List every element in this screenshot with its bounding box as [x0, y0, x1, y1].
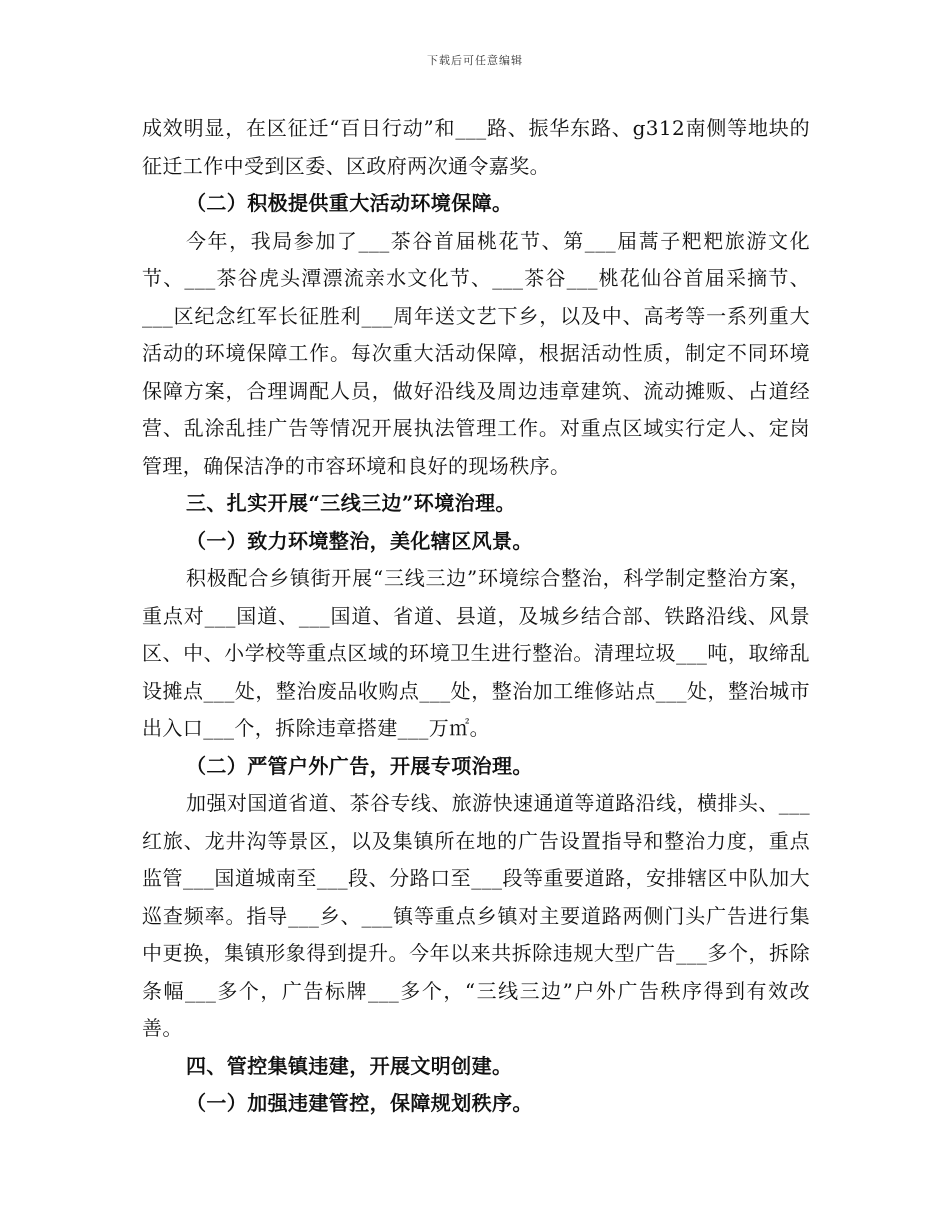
paragraph-event-support: 今年，我局参加了___茶谷首届桃花节、第___届蒿子粑粑旅游文化节、___茶谷虎头潭漂流亲水文化节、___茶谷___桃花仙谷首届采摘节、___区纪念红军长征胜利___周年送文艺下乡，以及中、高考等一系列重大活动的环境保障工作。每次重大活动保障，根据活动性质，制定不同环境保障方案，合理调配人员，做好沿线及周边违章建筑、流动摊贩、占道经营、乱涂乱挂广告等情况开展执法管理工作。对重点区域实行定人、定岗管理，确保洁净的市容环境和良好的现场秩序。 — [142, 228, 810, 478]
document-body — [142, 110, 810, 1123]
section-heading-4-1: （一）加强违建管控，保障规划秩序。 — [186, 1091, 533, 1115]
paragraph-environment-rectification: 积极配合乡镇街开展“三线三边”环境综合整治，科学制定整治方案，重点对___国道、___国道、省道、县道，及城乡结合部、铁路沿线、风景区、中、小学校等重点区域的环境卫生进行整治。清理垃圾___吨，取缔乱设摊点___处，整治废品收购点___处，整治加工维修站点___处，整治城市出入口___个，拆除违章搭建___万㎡。 — [142, 566, 810, 740]
section-heading-2-2: （二）积极提供重大活动环境保障。 — [186, 191, 513, 215]
section-heading-3: 三、扎实开展“三线三边”环境治理。 — [186, 491, 516, 515]
section-heading-3-1: （一）致力环境整治，美化辖区风景。 — [186, 528, 533, 553]
page-header: 下载后可任意编辑 — [427, 54, 523, 67]
paragraph-continued: 成效明显，在区征迁“百日行动”和___路、振华东路、g312南侧等地块的征迁工作中受到区委、区政府两次通令嘉奖。 — [142, 116, 810, 178]
section-heading-4: 四、管控集镇违建，开展文明创建。 — [186, 1053, 513, 1078]
section-heading-3-2: （二）严管户外广告，开展专项治理。 — [186, 753, 533, 778]
paragraph-outdoor-ads: 加强对国道省道、茶谷专线、旅游快速通道等道路沿线，横排头、___红旅、龙井沟等景区，以及集镇所在地的广告设置指导和整治力度，重点监管___国道城南至___段、分路口至___段等重要道路，安排辖区中队加大巡查频率。指导___乡、___镇等重点乡镇对主要道路两侧门头广告进行集中更换，集镇形象得到提升。今年以来共拆除违规大型广告___多个，拆除条幅___多个，广告标牌___多个，“三线三边”户外广告秩序得到有效改善。 — [142, 791, 810, 1040]
